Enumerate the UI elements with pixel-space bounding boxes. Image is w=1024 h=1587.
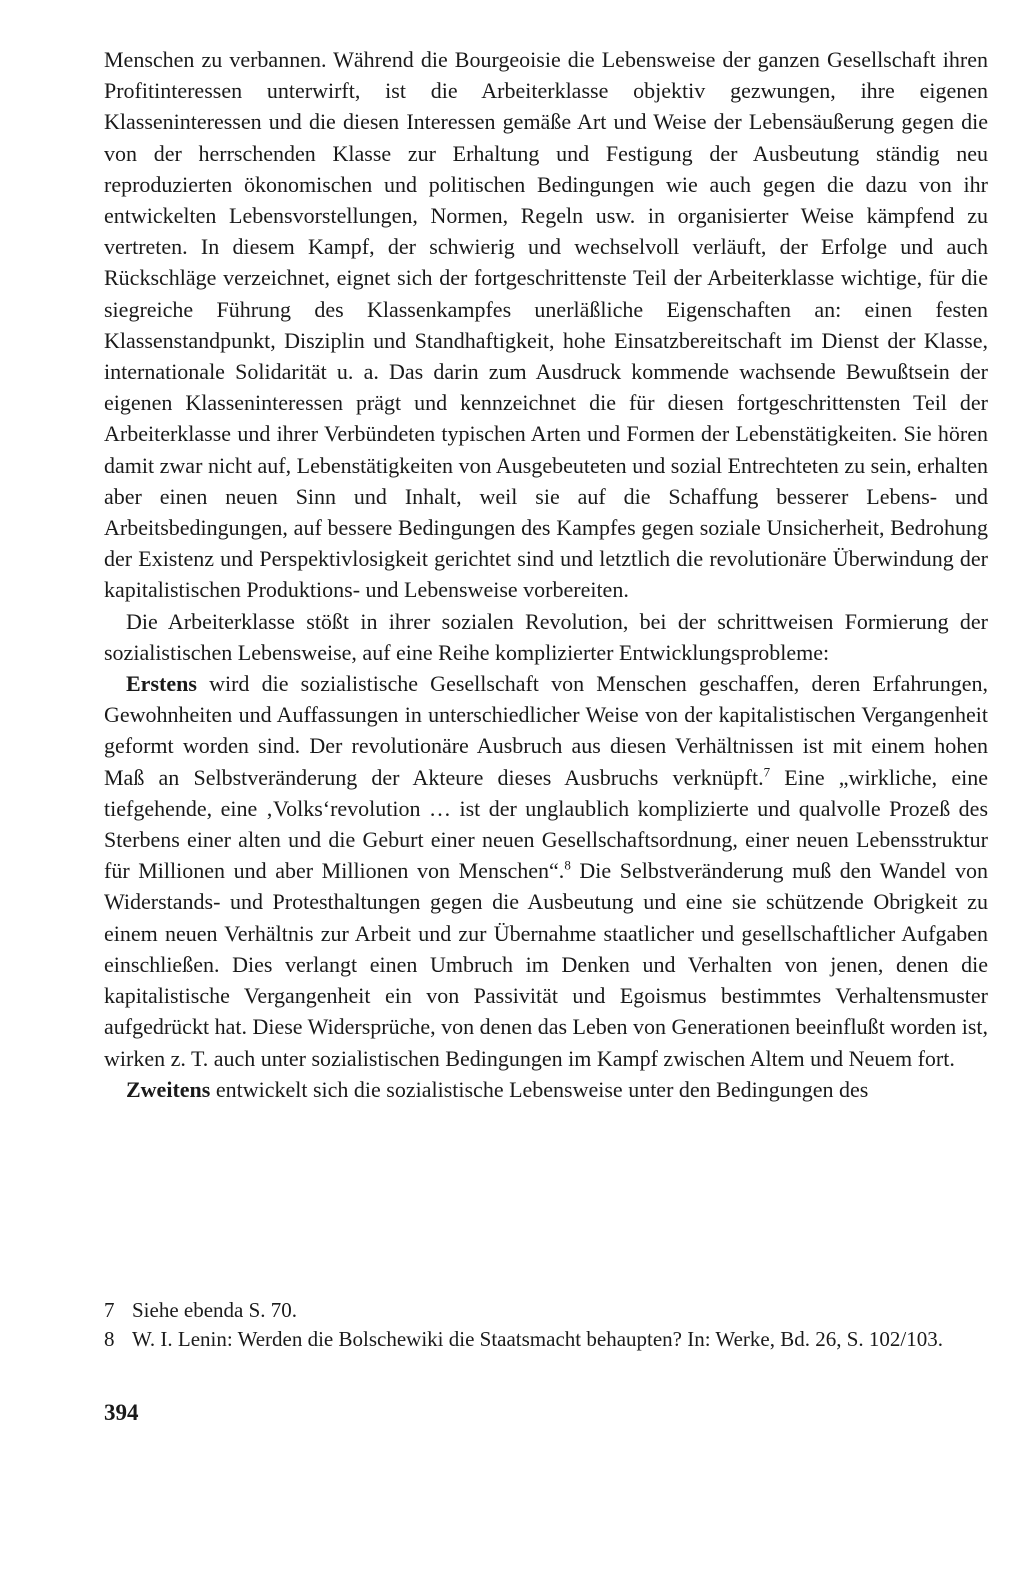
paragraph-text: Die Arbeiterklasse stößt in ihrer sozialen Revolution, bei der schrittweisen Formierung der sozialistischen Lebensweise, auf eine Reihe komplizierter Entwicklungsprobleme: [104,608,988,665]
paragraph-text: wird die sozialistische Gesellschaft von Menschen geschaffen, deren Erfahrungen, Gewohnheiten und Auffassungen in unterschiedlicher Weise von der kapitalistischen Vergangenheit geformt worden sind. Der revolutionäre Ausbruch aus diesen Verhältnissen ist mit einem hohen Maß an Selbstveränderung der Akteure dieses Ausbruchs verknüpft. [104,671,988,790]
page-number: 394 [104,1400,139,1425]
footnote-ref-8: 8 [564,857,571,873]
paragraph-2 [104,606,988,668]
footnote-number: 8 [104,1327,115,1351]
footnote-ref-7: 7 [763,764,771,780]
paragraph-text: Eine „wirkliche, eine tiefgehende, eine ‚Volks‘revolution … ist der unglaublich komplizierte und qualvolle Prozeß des Sterbens einer alten und die Geburt einer neuen Gesellschaftsordnung, einer neuen Lebensstruktur für Millionen und aber Millionen von Menschen“. [104,764,988,884]
paragraph-text: Die Selbstveränderung muß den Wandel von Widerstands- und Protesthaltungen gegen die Ausbeutung und eine sie schützende Obrigkeit zu einem neuen Verhältnis zur Arbeit und zur Übernahme staatlicher und gesellschaftlicher Aufgaben einschließen. Dies verlangt einen Umbruch im Denken und Verhalten von jenen, denen die kapitalistische Vergangenheit ein von Passivität und Egoismus bestimmtes Verhaltensmuster aufgedrückt hat. Diese Widersprüche, von denen das Leben von Generationen beeinflußt worden ist, wirken z. T. auch unter sozialistischen Bedingungen im Kampf zwischen Altem und Neuem fort. [104,858,988,1071]
paragraph-3 [104,668,988,1074]
footnote-text: Siehe ebenda S. 70. [132,1298,298,1322]
paragraph-text: entwickelt sich die sozialistische Lebensweise unter den Bedingungen des [210,1076,869,1102]
paragraph-lead: Erstens [126,671,197,697]
main-text [104,44,988,1105]
footnote [104,1296,988,1325]
footnotes [104,1296,988,1354]
paragraph-lead: Zweitens [126,1076,211,1102]
page-body [104,44,988,1105]
paragraph-1 [104,44,988,606]
footnote-number: 7 [104,1298,115,1322]
footnote-text: W. I. Lenin: Werden die Bolschewiki die Staatsmacht behaupten? In: Werke, Bd. 26, S. 102/103. [132,1327,943,1351]
paragraph-4 [104,1074,988,1105]
paragraph-text: Menschen zu verbannen. Während die Bourgeoisie die Lebensweise der ganzen Gesellschaft ihren Profitinteressen unterwirft, ist die Arbeiterklasse objektiv gezwungen, ihre eigenen Klasseninteressen und die diesen Interessen gemäße Art und Weise der Lebensäußerung gegen die von der herrschenden Klasse zur Erhaltung und Festigung der Ausbeutung ständig neu reproduzierten ökonomischen und politischen Bedingungen wie auch gegen die dazu von ihr entwickelten Lebensvorstellungen, Normen, Regeln usw. in organisierter Weise kämpfend zu vertreten. In diesem Kampf, der schwierig und wechselvoll verläuft, der Erfolge und auch Rückschläge verzeichnet, eignet sich der fortgeschrittenste Teil der Arbeiterklasse wichtige, für die siegreiche Führung des Klassenkampfes unerläßliche Eigenschaften an: einen festen Klassenstandpunkt, Disziplin und Standhaftigkeit, hohe Einsatzbereitschaft im Dienst der Klasse, internationale Solidarität u. a. Das darin zum Ausdruck kommende wachsende Bewußtsein der eigenen Klasseninteressen prägt und kennzeichnet die für diesen fortgeschrittensten Teil der Arbeiterklasse und ihrer Verbündeten typischen Arten und Formen der Lebenstätigkeiten. Sie hören damit zwar nicht auf, Lebenstätigkeiten von Ausgebeuteten und sozial Entrechteten zu sein, erhalten aber einen neuen Sinn und Inhalt, weil sie auf die Schaffung besserer Lebens- und Arbeitsbedingungen, auf bessere Bedingungen des Kampfes gegen soziale Unsicherheit, Bedrohung der Existenz und Perspektivlosigkeit gerichtet sind und letztlich die revolutionäre Überwindung der kapitalistischen Produktions- und Lebensweise vorbereiten. [104,47,988,603]
footnote [104,1325,988,1354]
